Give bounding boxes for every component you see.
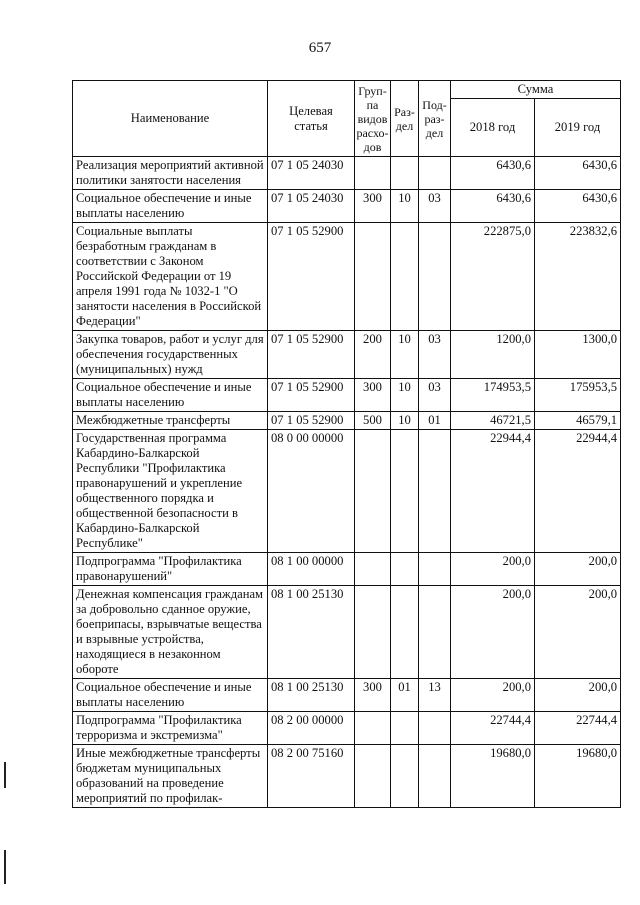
row-target-code: 08 2 00 75160 — [268, 745, 355, 808]
row-section: 10 — [391, 379, 419, 412]
row-section — [391, 157, 419, 190]
row-target-code: 07 1 05 52900 — [268, 331, 355, 379]
row-subsection: 03 — [419, 331, 451, 379]
row-sum-2018: 1200,0 — [451, 331, 535, 379]
row-sum-2018: 200,0 — [451, 553, 535, 586]
row-target-code: 07 1 05 24030 — [268, 190, 355, 223]
row-section — [391, 223, 419, 331]
row-sum-2019: 175953,5 — [535, 379, 621, 412]
table-row — [73, 223, 621, 331]
header-name: Наименование — [73, 81, 268, 157]
header-year-2019: 2019 год — [535, 99, 621, 157]
row-group: 300 — [355, 379, 391, 412]
row-name: Реализация мероприятий активной политики занятости населения — [73, 157, 268, 190]
table-row — [73, 157, 621, 190]
row-target-code: 08 1 00 25130 — [268, 679, 355, 712]
header-target: Целевая статья — [268, 81, 355, 157]
row-group — [355, 223, 391, 331]
row-section: 10 — [391, 331, 419, 379]
table-row — [73, 412, 621, 430]
row-section — [391, 430, 419, 553]
row-name: Закупка товаров, работ и услуг для обеспечения государственных (муниципальных) нужд — [73, 331, 268, 379]
row-sum-2018: 200,0 — [451, 586, 535, 679]
row-sum-2019: 200,0 — [535, 679, 621, 712]
row-section — [391, 712, 419, 745]
row-subsection: 01 — [419, 412, 451, 430]
table-row — [73, 190, 621, 223]
row-target-code: 07 1 05 52900 — [268, 223, 355, 331]
row-sum-2019: 46579,1 — [535, 412, 621, 430]
row-target-code: 07 1 05 52900 — [268, 379, 355, 412]
page-number: 657 — [308, 40, 332, 56]
row-sum-2018: 19680,0 — [451, 745, 535, 808]
row-sum-2018: 46721,5 — [451, 412, 535, 430]
header-subsection: Под- раз- дел — [419, 81, 451, 157]
row-subsection: 03 — [419, 379, 451, 412]
table-row — [73, 379, 621, 412]
row-target-code: 07 1 05 52900 — [268, 412, 355, 430]
row-section: 01 — [391, 679, 419, 712]
row-subsection — [419, 553, 451, 586]
table-row — [73, 553, 621, 586]
table-row — [73, 331, 621, 379]
row-name: Социальные выплаты безработным гражданам в соответствии с Законом Российской Федерации от 19 апреля 1991 года № 1032-1 "О занятости населения в Российской Федерации" — [73, 223, 268, 331]
row-group — [355, 430, 391, 553]
row-group: 500 — [355, 412, 391, 430]
table-row — [73, 745, 621, 808]
row-name: Межбюджетные трансферты — [73, 412, 268, 430]
row-target-code: 07 1 05 24030 — [268, 157, 355, 190]
row-target-code: 08 1 00 00000 — [268, 553, 355, 586]
row-target-code: 08 0 00 00000 — [268, 430, 355, 553]
row-sum-2018: 200,0 — [451, 679, 535, 712]
header-group: Груп- па видов расхо- дов — [355, 81, 391, 157]
table-row — [73, 679, 621, 712]
row-sum-2018: 22744,4 — [451, 712, 535, 745]
table-body — [73, 157, 621, 808]
row-target-code: 08 2 00 00000 — [268, 712, 355, 745]
margin-mark — [4, 850, 6, 884]
row-sum-2018: 22944,4 — [451, 430, 535, 553]
row-sum-2019: 1300,0 — [535, 331, 621, 379]
budget-table — [72, 80, 621, 808]
row-section — [391, 553, 419, 586]
row-target-code: 08 1 00 25130 — [268, 586, 355, 679]
row-subsection — [419, 586, 451, 679]
row-name: Подпрограмма "Профилактика правонарушений" — [73, 553, 268, 586]
table-row — [73, 586, 621, 679]
row-subsection — [419, 745, 451, 808]
row-sum-2018: 174953,5 — [451, 379, 535, 412]
row-group — [355, 553, 391, 586]
row-sum-2019: 200,0 — [535, 586, 621, 679]
row-group: 300 — [355, 679, 391, 712]
row-sum-2018: 6430,6 — [451, 157, 535, 190]
row-sum-2019: 22744,4 — [535, 712, 621, 745]
row-section: 10 — [391, 412, 419, 430]
row-group — [355, 712, 391, 745]
row-group: 300 — [355, 190, 391, 223]
row-subsection — [419, 712, 451, 745]
table-row — [73, 712, 621, 745]
row-sum-2019: 223832,6 — [535, 223, 621, 331]
row-subsection — [419, 223, 451, 331]
row-sum-2019: 19680,0 — [535, 745, 621, 808]
header-year-2018: 2018 год — [451, 99, 535, 157]
row-subsection — [419, 157, 451, 190]
margin-mark — [4, 762, 6, 788]
table-header — [73, 81, 621, 157]
row-sum-2018: 222875,0 — [451, 223, 535, 331]
row-group — [355, 745, 391, 808]
row-group: 200 — [355, 331, 391, 379]
row-sum-2019: 6430,6 — [535, 190, 621, 223]
row-name: Социальное обеспечение и иные выплаты населению — [73, 190, 268, 223]
header-section: Раз- дел — [391, 81, 419, 157]
header-sum: Сумма — [451, 81, 621, 99]
row-name: Социальное обеспечение и иные выплаты населению — [73, 379, 268, 412]
row-name: Социальное обеспечение и иные выплаты населению — [73, 679, 268, 712]
row-section — [391, 586, 419, 679]
row-subsection — [419, 430, 451, 553]
row-sum-2019: 200,0 — [535, 553, 621, 586]
row-subsection: 13 — [419, 679, 451, 712]
row-subsection: 03 — [419, 190, 451, 223]
row-section: 10 — [391, 190, 419, 223]
row-sum-2019: 22944,4 — [535, 430, 621, 553]
row-group — [355, 586, 391, 679]
row-name: Подпрограмма "Профилактика терроризма и экстремизма" — [73, 712, 268, 745]
row-sum-2019: 6430,6 — [535, 157, 621, 190]
row-name: Государственная программа Кабардино-Балкарской Республики "Профилактика правонарушений и укрепление общественного порядка и общественной безопасности в Кабардино-Балкарской Республике" — [73, 430, 268, 553]
row-sum-2018: 6430,6 — [451, 190, 535, 223]
row-name: Денежная компенсация гражданам за добровольно сданное оружие, боеприпасы, взрывчатые вещества и взрывные устройства, находящиеся в незаконном обороте — [73, 586, 268, 679]
row-group — [355, 157, 391, 190]
row-name: Иные межбюджетные трансферты бюджетам муниципальных образований на проведение мероприятий по профилак- — [73, 745, 268, 808]
row-section — [391, 745, 419, 808]
table-row — [73, 430, 621, 553]
